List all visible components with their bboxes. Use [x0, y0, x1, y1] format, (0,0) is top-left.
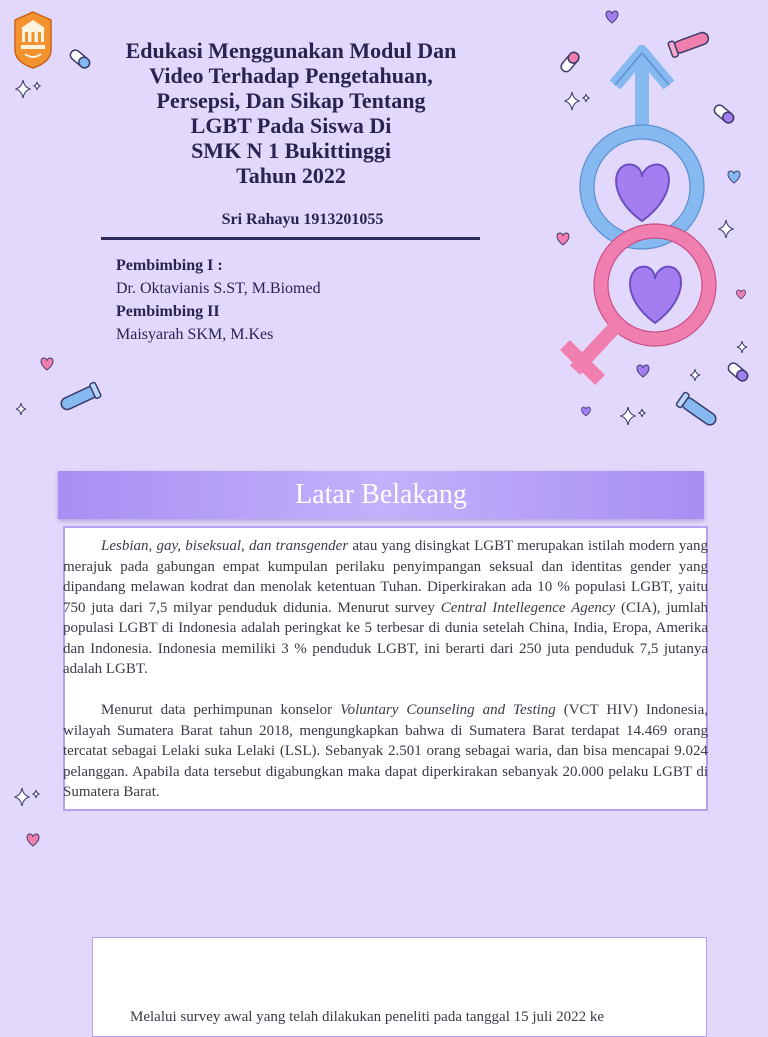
sparkle-icon	[14, 786, 42, 813]
capsule-icon	[556, 48, 584, 81]
heart-icon	[25, 833, 41, 852]
paragraph-text: (CIA), jumlah populasi LGBT di Indonesia adalah peringkat ke 5 terbesar di dunia setelah China, India, Eropa, Amerika dan Indonesia. Indonesia memiliki 3 % penduduk LGBT, ini berarti dari 250 juta penduduk 7,5 jutanya adalah LGBT.	[63, 599, 708, 677]
sparkle-icon	[564, 90, 592, 117]
university-logo-icon	[13, 10, 53, 70]
italic-term: Central Intellegence Agency	[440, 599, 616, 616]
title-line: SMK N 1 Bukittinggi	[191, 138, 391, 163]
condom-icon	[665, 25, 721, 64]
author-name: Sri Rahayu 1913201055	[221, 211, 384, 228]
italic-term: Lesbian, gay, biseksual, dan transgender	[101, 538, 349, 554]
title-line: Video Terhadap Pengetahuan,	[149, 63, 433, 88]
title-line: Persepsi, Dan Sikap Tentang	[156, 88, 426, 113]
paragraph-text: Menurut data perhimpunan konselor	[101, 702, 341, 718]
sparkle-icon	[14, 402, 28, 421]
sparkle-icon	[15, 78, 43, 105]
paragraph-1	[63, 536, 708, 680]
heart-icon	[580, 404, 592, 422]
capsule-icon	[66, 45, 94, 78]
heart-icon	[555, 232, 571, 251]
advisors-block	[116, 254, 321, 346]
title-line: Edukasi Menggunakan Modul Dan	[125, 38, 457, 63]
advisor-1-name: Dr. Oktavianis S.ST, M.Biomed	[116, 280, 321, 297]
sparkle-icon	[688, 368, 702, 387]
advisor-1-label: Pembimbing I :	[116, 257, 223, 274]
page-title	[85, 38, 497, 188]
divider	[101, 237, 480, 240]
condom-icon	[50, 378, 108, 423]
sparkle-icon	[735, 340, 749, 359]
advisor-2-label: Pembimbing II	[116, 303, 220, 320]
heart-icon	[39, 357, 55, 376]
title-line: Tahun 2022	[236, 163, 346, 188]
section-title: Latar Belakang	[295, 479, 467, 510]
italic-term: Voluntary Counseling and Testing	[340, 702, 556, 718]
section-banner	[58, 471, 704, 519]
heart-icon	[726, 170, 742, 189]
capsule-icon	[710, 100, 738, 133]
paragraph-2	[63, 700, 708, 803]
advisor-2-name: Maisyarah SKM, M.Kes	[116, 326, 274, 343]
condom-icon	[672, 388, 728, 441]
paragraph-3: Melalui survey awal yang telah dilakukan peneliti pada tanggal 15 juli 2022 ke	[130, 1009, 605, 1025]
title-line: LGBT Pada Siswa Di	[190, 113, 392, 138]
heart-icon	[735, 287, 747, 305]
heart-icon	[604, 10, 620, 29]
paragraph-text: (VCT HIV) Indonesia, wilayah Sumatera Barat tahun 2018, mengungkapkan bahwa di Sumatera Barat terdapat 14.469 orang tercatat sebagai Lelaki suka Lelaki (LSL). Sebanyak 2.501 orang sebagai waria, dan bisa mencapai 9.024 pelanggan. Apabila data tersebut digabungkan maka dapat diperkirakan sebanyak 20.000 pelaku LGBT di Sumatera Barat.	[63, 702, 708, 800]
heart-icon	[635, 364, 651, 383]
sparkle-icon	[716, 218, 736, 245]
capsule-icon	[724, 358, 752, 391]
sparkle-icon	[620, 405, 648, 432]
paragraph-text: atau yang disingkat LGBT merupakan istilah modern yang merajuk pada gabungan empat kumpulan perilaku penyimpangan seksual dan identitas gender yang dipandang melawan kodrat dan menolak ketentuan Tuhan. Diperkirakan ada 10 % populasi LGBT, yaitu 750 juta dari 7,5 milyar penduduk didunia. Menurut survey	[63, 538, 709, 616]
